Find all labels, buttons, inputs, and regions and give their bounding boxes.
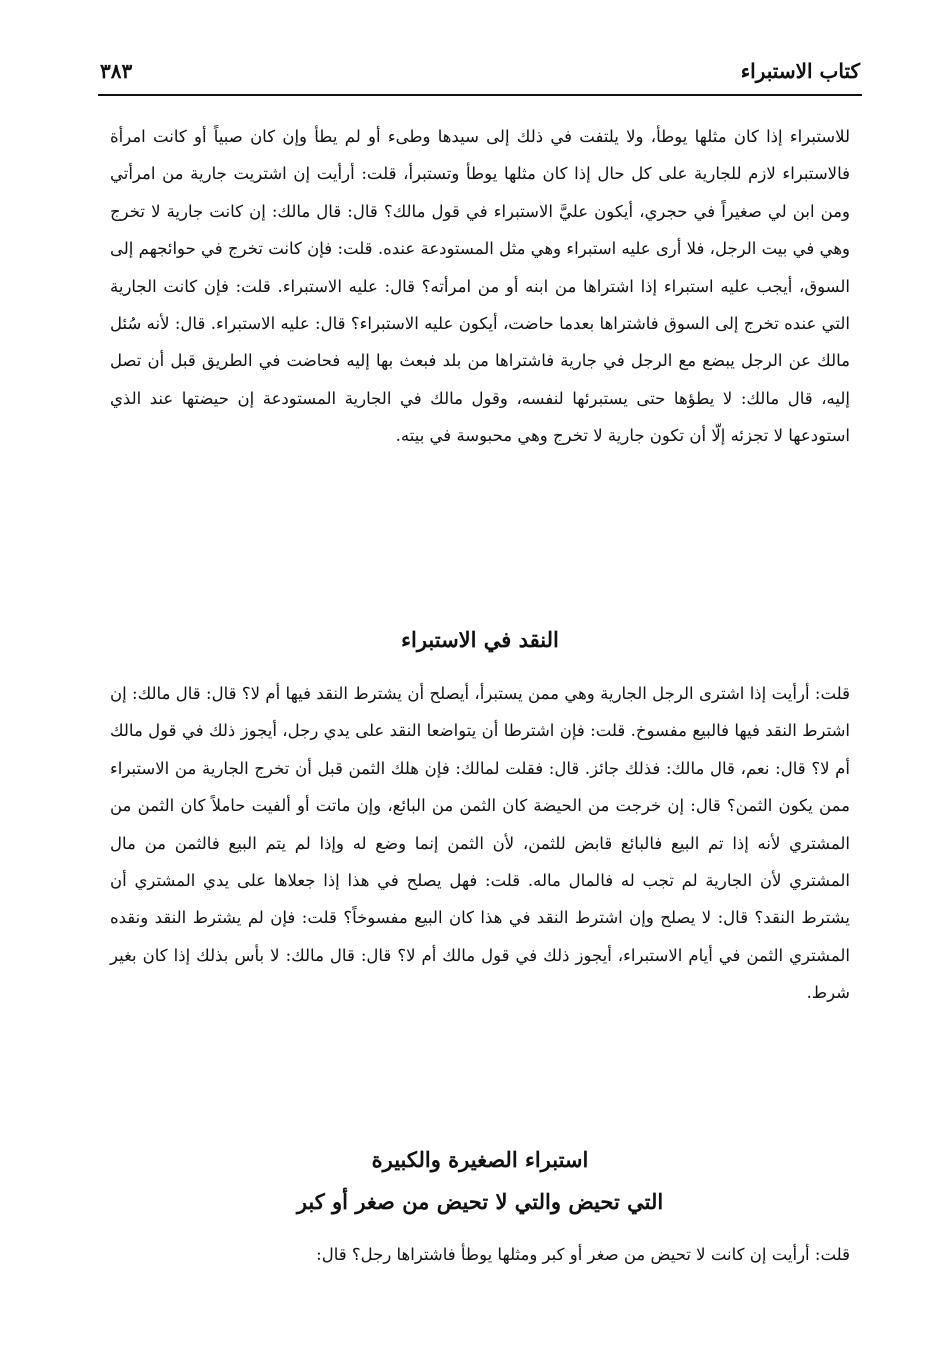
header-divider [98,94,862,96]
section-heading-saghira: استبراء الصغيرة والكبيرة [371,1147,589,1172]
paragraph-istibra-rules: للاستبراء إذا كان مثلها يوطأ، ولا يلتفت في ذلك إلى سيدها وطىء أو لم يطأ وإن كان صبياً أو كانت امرأة فالاستبراء لازم للجارية على كل حال إذا كان مثلها يوطأ وتستبرأ، قلت: أرأيت إن اشتريت جارية من امرأتي ومن ابن لي صغيراً في حجري، أيكون عليَّ الاستبراء في قول مالك؟ قال: قال مالك: إن كانت جارية لا تخرج وهي في بيت الرجل، فلا أرى عليه استبراء وهي مثل المستودعة عنده. قلت: فإن كانت تخرج في حوائجهم إلى السوق، أيجب عليه استبراء إذا اشتراها من ابنه أو من امرأته؟ قال: عليه الاستبراء. قلت: فإن كانت الجارية التي عنده تخرج إلى السوق فاشتراها بعدما حاضت، أيكون عليه الاستبراء؟ قال: عليه الاستبراء. قال: لأنه سُئل مالك عن الرجل يبضع مع الرجل في جارية فاشتراها من بلد فبعث بها إليه فحاضت في الطريق قبل أن تصل إليه، قال مالك: لا يطؤها حتى يستبرئها لنفسه، وقول مالك في الجارية المستودعة إن حيضتها عند الذي استودعها لا تجزئه إلّا أن تكون جارية لا تخرج وهي محبوسة في بيته. [110,127,850,446]
paragraph-saghira: قلت: أرأيت إن كانت لا تحيض من صغر أو كبر ومثلها يوطأ فاشتراها رجل؟ قال: [316,1245,850,1264]
page-number: ٣٨٣ [100,59,133,83]
section-subheading-tahid: التي تحيض والتي لا تحيض من صغر أو كبر [296,1189,664,1214]
paragraph-naqd: قلت: أرأيت إذا اشترى الرجل الجارية وهي ممن يستبرأ، أيصلح أن يشترط النقد فيها أم لا؟ قال: قال مالك: إن اشترط النقد فيها فالبيع مفسوخ. قلت: فإن اشترطا أن يتواضعا النقد على يدي رجل، أيجوز ذلك في قول مالك أم لا؟ قال: نعم، قال مالك: فذلك جائز. قال: فقلت لمالك: فإن هلك الثمن قبل أن تخرج الجارية من الاستبراء ممن يكون الثمن؟ قال: إن خرجت من الحيضة كان الثمن من البائع، وإن ماتت أو ألفيت حاملاً كان الثمن من المشتري لأنه إذا تم البيع فالبائع قابض للثمن، لأن الثمن إنما وضع له وإذا لم يتم البيع فالثمن من مال المشتري لأن الجارية لم تجب له فالمال ماله. قلت: فهل يصلح في هذا إذا جعلاها على يدي المشتري أن يشترط النقد؟ قال: لا يصلح وإن اشترط النقد في هذا كان البيع مفسوخاً؟ قلت: فإن لم يشترط النقد ونقده المشتري الثمن في أيام الاستبراء، أيجوز ذلك في قول مالك أم لا؟ قال: قال مالك: لا بأس بذلك إذا كان بغير شرط. [110,684,850,1003]
section-heading-naqd: النقد في الاستبراء [401,627,559,652]
book-title: كتاب الاستبراء [740,59,860,83]
running-header [100,52,860,92]
